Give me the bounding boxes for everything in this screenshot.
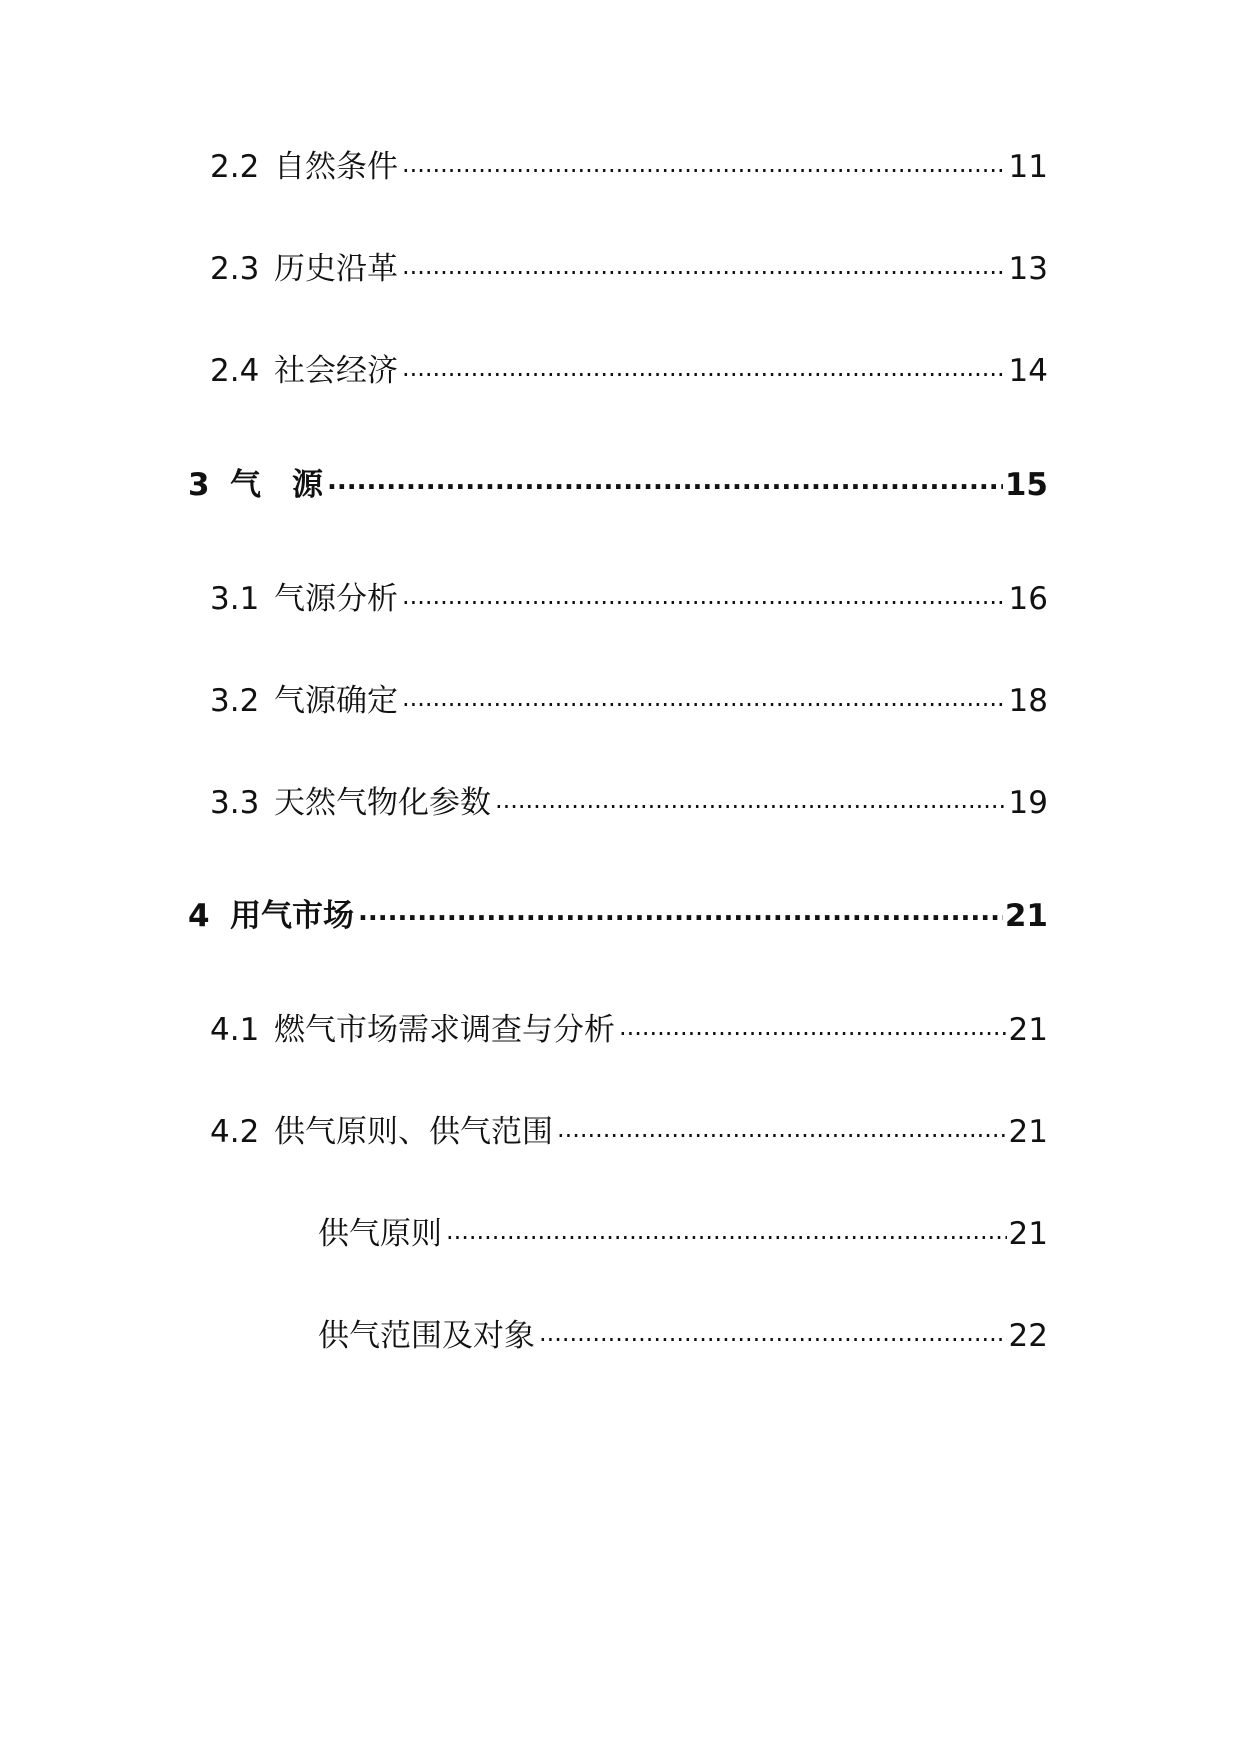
toc-entry-2-2[interactable] bbox=[210, 146, 1048, 183]
toc-dot-leader bbox=[358, 895, 1003, 926]
toc-dot-leader bbox=[402, 248, 1007, 279]
toc-entry-page-number: 14 bbox=[1008, 353, 1048, 389]
toc-entry-3-1[interactable] bbox=[210, 578, 1048, 615]
toc-entry-3-2[interactable] bbox=[210, 680, 1048, 717]
toc-entry-number: 4.1 bbox=[210, 1012, 260, 1048]
toc-dot-leader bbox=[402, 350, 1007, 381]
toc-entry-number: 4 bbox=[188, 898, 210, 934]
toc-entry-page-number: 22 bbox=[1008, 1318, 1048, 1354]
toc-entry-4-1[interactable] bbox=[210, 1009, 1048, 1046]
toc-entry-title: 供气原则、供气范围 bbox=[274, 1114, 553, 1150]
toc-entry-title: 用气市场 bbox=[230, 898, 354, 934]
toc-entry-title: 气源分析 bbox=[274, 581, 398, 617]
toc-entry-title: 供气原则 bbox=[318, 1216, 442, 1252]
toc-entry-supply-scope[interactable] bbox=[318, 1315, 1048, 1352]
toc-entry-number: 2.3 bbox=[210, 251, 260, 287]
toc-entry-number: 3.1 bbox=[210, 581, 260, 617]
toc-entry-number: 3.2 bbox=[210, 683, 260, 719]
toc-entry-4-2[interactable] bbox=[210, 1111, 1048, 1148]
toc-entry-title: 燃气市场需求调查与分析 bbox=[274, 1012, 615, 1048]
toc-entry-supply-principle[interactable] bbox=[318, 1213, 1048, 1250]
toc-entry-page-number: 15 bbox=[1004, 467, 1048, 503]
toc-dot-leader bbox=[402, 680, 1007, 711]
toc-entry-page-number: 16 bbox=[1008, 581, 1048, 617]
toc-entry-2-4[interactable] bbox=[210, 350, 1048, 387]
toc-entry-number: 2.4 bbox=[210, 353, 260, 389]
toc-entry-3[interactable] bbox=[188, 464, 1048, 501]
toc-dot-leader bbox=[495, 782, 1007, 813]
toc-entry-title: 历史沿革 bbox=[274, 251, 398, 287]
toc-entry-page-number: 21 bbox=[1008, 1114, 1048, 1150]
toc-entry-4[interactable] bbox=[188, 895, 1048, 932]
toc-dot-leader bbox=[402, 578, 1007, 609]
toc-entry-page-number: 11 bbox=[1008, 149, 1048, 185]
toc-dot-leader bbox=[557, 1111, 1007, 1142]
toc-entry-number: 4.2 bbox=[210, 1114, 260, 1150]
toc-entry-page-number: 21 bbox=[1008, 1216, 1048, 1252]
toc-dot-leader bbox=[446, 1213, 1007, 1244]
toc-entry-2-3[interactable] bbox=[210, 248, 1048, 285]
toc-dot-leader bbox=[539, 1315, 1007, 1346]
toc-dot-leader bbox=[327, 464, 1003, 495]
toc-entry-title: 供气范围及对象 bbox=[318, 1318, 535, 1354]
toc-entry-number: 3 bbox=[188, 467, 210, 503]
toc-entry-page-number: 13 bbox=[1008, 251, 1048, 287]
toc-entry-title: 气 源 bbox=[230, 467, 323, 503]
toc-entry-page-number: 18 bbox=[1008, 683, 1048, 719]
toc-entry-number: 2.2 bbox=[210, 149, 260, 185]
toc-entry-title: 社会经济 bbox=[274, 353, 398, 389]
toc-dot-leader bbox=[619, 1009, 1007, 1040]
toc-entry-title: 自然条件 bbox=[274, 149, 398, 185]
toc-entry-page-number: 19 bbox=[1008, 785, 1048, 821]
toc-entry-title: 气源确定 bbox=[274, 683, 398, 719]
toc-entry-page-number: 21 bbox=[1008, 1012, 1048, 1048]
toc-entry-3-3[interactable] bbox=[210, 782, 1048, 819]
toc-entry-title: 天然气物化参数 bbox=[274, 785, 491, 821]
toc-entry-page-number: 21 bbox=[1004, 898, 1048, 934]
toc-entry-number: 3.3 bbox=[210, 785, 260, 821]
toc-dot-leader bbox=[402, 146, 1007, 177]
